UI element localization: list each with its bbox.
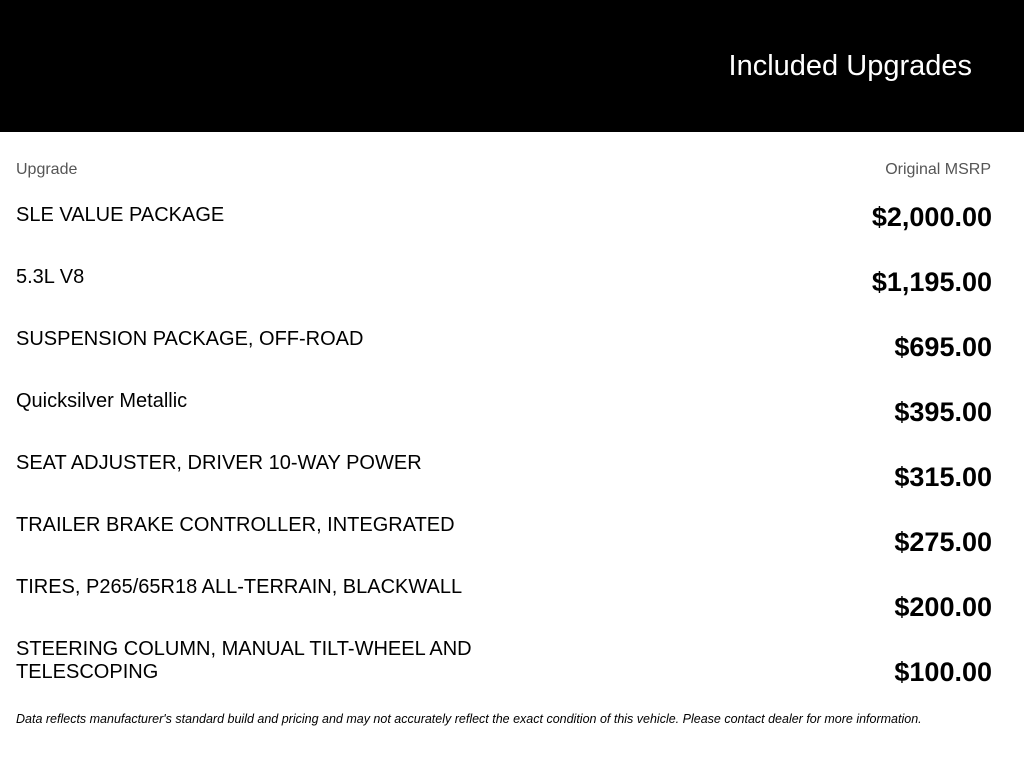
upgrade-price: $100.00 — [894, 657, 992, 687]
upgrade-name: 5.3L V8 — [16, 266, 85, 288]
page-title: Included Upgrades — [728, 50, 972, 82]
upgrade-name: TRAILER BRAKE CONTROLLER, INTEGRATED — [16, 514, 455, 536]
upgrade-price: $2,000.00 — [871, 202, 992, 232]
upgrade-price: $275.00 — [894, 527, 992, 557]
upgrade-price: $200.00 — [894, 592, 992, 622]
upgrade-price: $1,195.00 — [871, 267, 992, 297]
header-banner — [0, 0, 1024, 132]
column-header-upgrade: Upgrade — [16, 161, 78, 178]
upgrade-name: SEAT ADJUSTER, DRIVER 10-WAY POWER — [16, 452, 422, 474]
upgrade-price: $695.00 — [894, 332, 992, 362]
upgrade-name: TIRES, P265/65R18 ALL-TERRAIN, BLACKWALL — [16, 576, 463, 598]
upgrade-name: SLE VALUE PACKAGE — [16, 204, 225, 226]
upgrade-price: $315.00 — [894, 462, 992, 492]
disclaimer-footnote: Data reflects manufacturer's standard build and pricing and may not accurately reflect the exact condition of this vehicle. Please contact dealer for more information. — [16, 712, 922, 726]
upgrade-name: SUSPENSION PACKAGE, OFF-ROAD — [16, 328, 364, 350]
upgrade-price: $395.00 — [894, 397, 992, 427]
upgrade-name: STEERING COLUMN, MANUAL TILT-WHEEL AND TELESCOPING — [16, 638, 472, 683]
column-header-msrp: Original MSRP — [885, 161, 991, 178]
upgrade-name: Quicksilver Metallic — [16, 390, 188, 412]
